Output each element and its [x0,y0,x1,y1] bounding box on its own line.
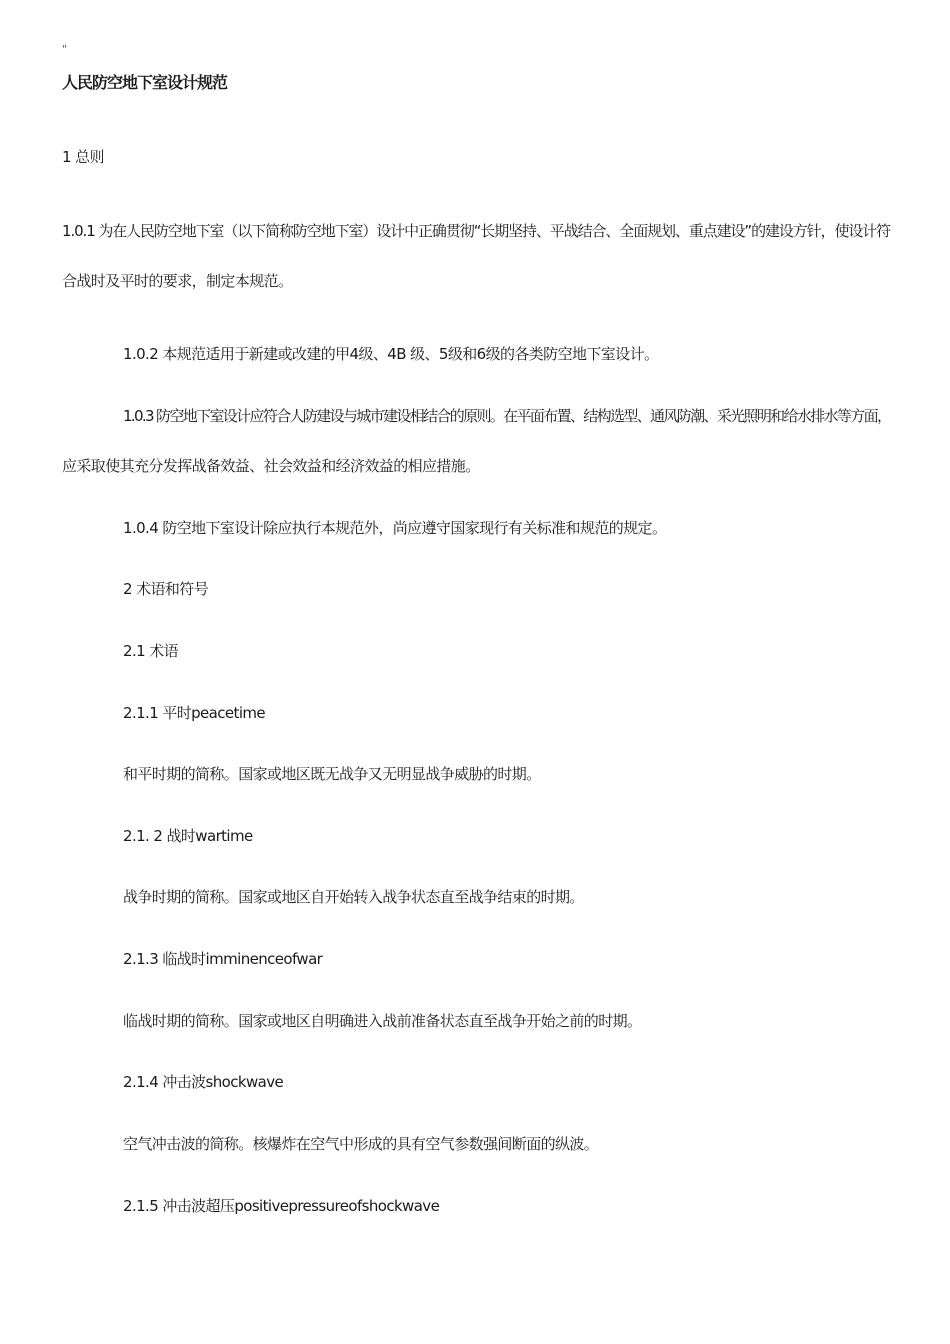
paragraph-line: 合战时及平时的要求，制定本规范。 [62,272,293,290]
section-heading: 1 总则 [62,148,104,166]
term-heading: 2.1.4 冲击波shockwave [123,1073,284,1091]
term-definition: 和平时期的简称。国家或地区既无战争又无明显战争威胁的时期。 [123,765,541,783]
paragraph-line: 1.0.4 防空地下室设计除应执行本规范外，尚应遵守国家现行有关标准和规范的规定。 [123,519,667,537]
term-heading: 2.1.1 平时peacetime [123,704,266,722]
paragraph-line: 应采取使其充分发挥战备效益、社会效益和经济效益的相应措施。 [62,457,480,475]
document-title: 人民防空地下室设计规范 [62,73,228,92]
paragraph-line: 1.0.2 本规范适用于新建或改建的甲4级、4B 级、5级和6级的各类防空地下室设计。 [123,345,659,363]
term-definition: 空气冲击波的简称。核爆炸在空气中形成的具有空气参数强间断面的纵波。 [123,1135,599,1153]
top-mark: '' [62,44,67,55]
paragraph-line: 1.0.3 防空地下室设计应符合人防建设与城市建设相结合的原则。在平面布置、结构选型、通风防潮、采光照明和给水排水等方面， [123,407,891,425]
term-definition: 战争时期的简称。国家或地区自开始转入战争状态直至战争结束的时期。 [123,888,584,906]
term-heading: 2.1. 2 战时wartime [123,827,253,845]
paragraph-line: 1.0.1 为在人民防空地下室（以下简称防空地下室）设计中正确贯彻“长期坚持、平战结合、全面规划、重点建设”的建设方针，使设计符 [62,222,891,240]
term-definition: 临战时期的简称。国家或地区自明确进入战前准备状态直至战争开始之前的时期。 [123,1012,642,1030]
term-heading: 2.1.5 冲击波超压positivepressureofshockwave [123,1197,440,1215]
subsection-heading: 2.1 术语 [123,642,179,660]
section-heading: 2 术语和符号 [123,580,209,598]
term-heading: 2.1.3 临战时imminenceofwar [123,950,323,968]
